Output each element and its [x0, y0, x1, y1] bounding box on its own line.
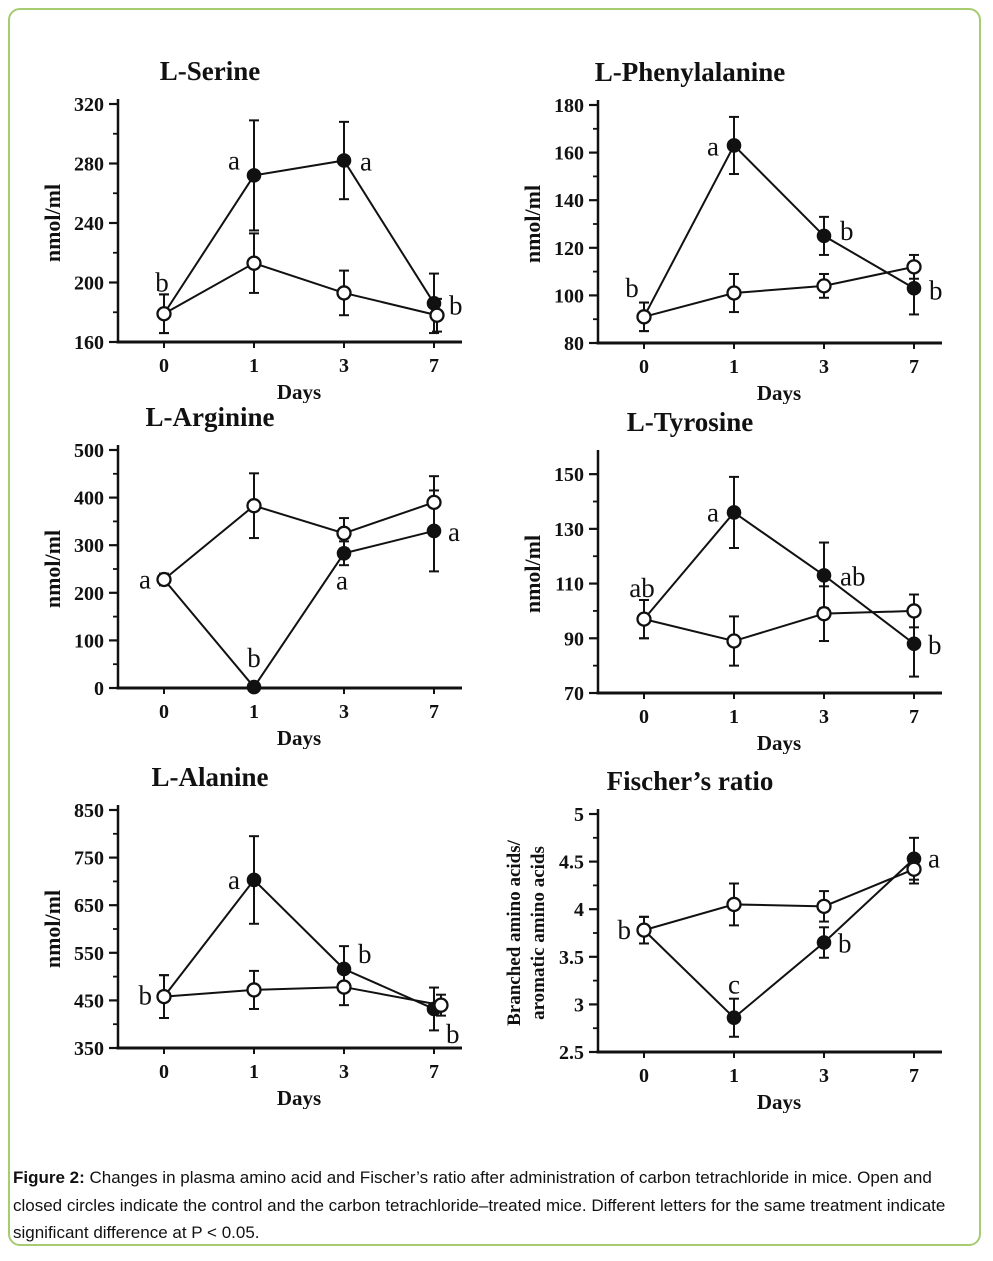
significance-letter: b	[247, 643, 261, 674]
y-tick-label: 320	[74, 94, 104, 116]
y-axis-label: nmol/ml	[40, 529, 65, 609]
significance-letter: b	[928, 629, 942, 660]
x-tick-label: 1	[729, 706, 739, 728]
x-axis-label: Days	[756, 381, 802, 404]
x-tick-label: 3	[339, 1061, 349, 1083]
data-point-open	[158, 990, 171, 1003]
axes	[559, 804, 942, 1087]
chart-svg-l-tyrosine	[490, 399, 960, 754]
chart-l-arginine	[10, 394, 480, 749]
markers-open	[158, 257, 444, 322]
data-point-open	[638, 924, 651, 937]
significance-letter: c	[728, 969, 740, 1000]
data-point-open	[638, 310, 651, 323]
y-tick-label: 0	[94, 678, 104, 700]
significance-letter: b	[625, 272, 639, 303]
markers-closed	[157, 154, 441, 321]
y-tick-label: 550	[74, 942, 104, 965]
y-tick-label: 200	[74, 582, 104, 605]
significance-letter: b	[449, 290, 463, 321]
data-point-open	[818, 279, 831, 292]
series-closed	[639, 838, 919, 1037]
y-tick-label: 240	[74, 213, 104, 235]
y-axis-label: nmol/ml	[520, 534, 545, 614]
chart-title: L-Serine	[159, 56, 261, 86]
significance-letter: ab	[840, 561, 866, 592]
series-line	[644, 859, 914, 1018]
markers-closed	[637, 852, 921, 1025]
data-point-open	[248, 983, 261, 996]
annotations	[139, 865, 460, 1049]
axes	[554, 450, 942, 728]
y-tick-label: 200	[74, 272, 104, 295]
significance-letter: b	[155, 267, 169, 298]
x-tick-label: 0	[639, 356, 649, 378]
x-tick-label: 0	[639, 706, 649, 728]
series-open	[159, 969, 446, 1018]
x-axis-label: Days	[276, 726, 322, 749]
y-tick-label: 5	[574, 804, 584, 826]
data-point-open	[908, 260, 921, 273]
significance-letter: a	[228, 145, 240, 176]
y-tick-label: 3	[574, 994, 584, 1017]
chart-l-phenylalanine	[490, 49, 960, 404]
y-axis-label: nmol/ml	[40, 889, 65, 969]
significance-letter: b	[446, 1018, 460, 1049]
y-tick-label: 120	[554, 237, 584, 260]
data-point-open	[338, 286, 351, 299]
data-point-closed	[727, 139, 741, 153]
series-line	[644, 611, 914, 641]
data-point-open	[338, 527, 351, 540]
axes	[74, 800, 462, 1083]
series-line	[164, 531, 434, 687]
x-tick-label: 3	[339, 701, 349, 723]
data-point-open	[431, 309, 444, 322]
series-open	[639, 586, 919, 665]
data-point-closed	[247, 873, 261, 887]
y-tick-label: 70	[564, 683, 584, 705]
y-axis-label: nmol/ml	[40, 183, 65, 263]
significance-letter: a	[707, 131, 719, 162]
x-tick-label: 0	[159, 1061, 169, 1083]
x-tick-label: 3	[819, 1065, 829, 1087]
figure-caption	[13, 1164, 975, 1247]
y-tick-label: 3.5	[559, 946, 584, 969]
x-tick-label: 1	[729, 1065, 739, 1087]
y-tick-label: 140	[554, 190, 584, 213]
data-point-closed	[817, 569, 831, 583]
x-tick-label: 7	[429, 1061, 439, 1083]
significance-letter: a	[139, 564, 151, 595]
y-tick-label: 650	[74, 895, 104, 918]
y-axis-label: nmol/ml	[520, 184, 545, 264]
data-point-open	[638, 613, 651, 626]
y-tick-label: 180	[554, 95, 584, 117]
data-point-closed	[427, 524, 441, 538]
series-line	[164, 263, 437, 315]
chart-l-serine	[10, 48, 480, 403]
chart-title: L-Tyrosine	[626, 407, 754, 437]
x-tick-label: 0	[639, 1065, 649, 1087]
x-tick-label: 7	[909, 706, 919, 728]
significance-letter: a	[228, 864, 240, 895]
data-point-closed	[337, 546, 351, 560]
markers-closed	[637, 139, 921, 324]
data-point-closed	[907, 637, 921, 651]
y-tick-label: 450	[74, 990, 104, 1013]
markers-open	[638, 260, 921, 323]
y-tick-label: 130	[554, 518, 584, 541]
data-point-open	[908, 863, 921, 876]
significance-letter: a	[336, 565, 348, 596]
x-tick-label: 1	[249, 1061, 259, 1083]
y-tick-label: 160	[554, 142, 584, 165]
series-closed	[639, 477, 919, 677]
chart-svg-l-arginine	[10, 394, 480, 749]
figure-caption-text: Changes in plasma amino acid and Fischer’s ratio after administration of carbon tetrachloride in mice. Open and closed circles indicate the control and the carbon tetrachloride–treated mice. Different letters for the same treatment indicate significant difference at P < 0.05.	[13, 1168, 946, 1243]
x-tick-label: 7	[909, 356, 919, 378]
markers-open	[158, 496, 441, 586]
axes	[554, 95, 942, 378]
x-tick-label: 1	[249, 701, 259, 723]
chart-svg-l-phenylalanine	[490, 49, 960, 404]
significance-letter: ab	[629, 573, 655, 604]
x-axis-label: Days	[276, 1086, 322, 1109]
series-closed	[159, 120, 439, 333]
data-point-open	[428, 496, 441, 509]
significance-letter: b	[617, 915, 631, 946]
data-point-open	[818, 607, 831, 620]
chart-title: L-Alanine	[151, 762, 269, 792]
y-tick-label: 350	[74, 1038, 104, 1060]
x-tick-label: 7	[429, 701, 439, 723]
chart-svg-fischers-ratio	[490, 758, 960, 1113]
axes	[74, 440, 462, 723]
data-point-open	[158, 307, 171, 320]
series-line	[644, 145, 914, 316]
x-tick-label: 3	[819, 356, 829, 378]
y-tick-label: 150	[554, 464, 584, 487]
data-point-open	[158, 573, 171, 586]
x-axis-label: Days	[276, 380, 322, 403]
series-line	[164, 987, 441, 1005]
x-tick-label: 7	[909, 1065, 919, 1087]
significance-letter: a	[707, 497, 719, 528]
y-tick-label: 2.5	[559, 1042, 584, 1064]
y-tick-label: 300	[74, 535, 104, 558]
data-point-closed	[727, 1011, 741, 1025]
series-line	[164, 880, 434, 1009]
chart-title: Fischer’s ratio	[606, 766, 774, 796]
data-point-open	[338, 981, 351, 994]
significance-letter: a	[360, 146, 372, 177]
data-point-open	[435, 999, 448, 1012]
figure-caption-label: Figure 2:	[13, 1168, 85, 1187]
annotations	[155, 145, 462, 320]
series-closed	[639, 117, 919, 331]
y-tick-label: 4.5	[559, 851, 584, 874]
significance-letter: a	[448, 516, 460, 547]
data-point-open	[728, 898, 741, 911]
data-point-closed	[727, 506, 741, 520]
y-tick-label: 400	[74, 487, 104, 510]
y-tick-label: 80	[564, 333, 584, 355]
y-tick-label: 100	[74, 630, 104, 653]
y-tick-label: 90	[564, 628, 584, 651]
annotations	[618, 844, 941, 1000]
x-tick-label: 0	[159, 701, 169, 723]
data-point-open	[248, 499, 261, 512]
data-point-closed	[247, 169, 261, 183]
significance-letter: b	[138, 980, 152, 1011]
y-tick-label: 280	[74, 153, 104, 176]
series-line	[644, 869, 914, 930]
x-tick-label: 3	[819, 706, 829, 728]
series-line	[644, 267, 914, 317]
data-point-closed	[817, 229, 831, 243]
y-tick-label: 110	[555, 573, 584, 596]
y-axis-label-line2: aromatic amino acids	[528, 846, 549, 1020]
data-point-closed	[907, 281, 921, 295]
data-point-open	[908, 604, 921, 617]
x-axis-label: Days	[756, 1090, 802, 1113]
y-tick-label: 500	[74, 440, 104, 462]
data-point-open	[728, 287, 741, 300]
annotations	[625, 131, 942, 305]
series-open	[639, 855, 919, 944]
y-tick-label: 750	[74, 847, 104, 870]
chart-title: L-Phenylalanine	[594, 57, 786, 87]
series-line	[644, 512, 914, 643]
chart-svg-l-serine	[10, 48, 480, 403]
chart-svg-l-alanine	[10, 754, 480, 1109]
significance-letter: b	[929, 275, 943, 306]
x-tick-label: 1	[729, 356, 739, 378]
significance-letter: b	[358, 938, 372, 969]
markers-open	[638, 604, 921, 647]
data-point-closed	[247, 680, 261, 694]
significance-letter: b	[840, 215, 854, 246]
x-tick-label: 0	[159, 355, 169, 377]
chart-l-tyrosine	[490, 399, 960, 754]
chart-fischers-ratio	[490, 758, 960, 1113]
axes	[74, 94, 462, 377]
data-point-closed	[337, 154, 351, 168]
data-point-closed	[817, 936, 831, 950]
significance-letter: b	[838, 928, 852, 959]
data-point-closed	[337, 962, 351, 976]
markers-open	[638, 863, 921, 937]
series-open	[159, 473, 439, 585]
chart-l-alanine	[10, 754, 480, 1109]
annotations	[629, 497, 941, 659]
x-axis-label: Days	[756, 731, 802, 754]
data-point-open	[818, 900, 831, 913]
chart-title: L-Arginine	[145, 402, 275, 432]
y-tick-label: 100	[554, 285, 584, 308]
y-axis-label-line1: Branched amino acids/	[504, 840, 525, 1026]
series-closed	[159, 836, 439, 1030]
y-tick-label: 850	[74, 800, 104, 822]
data-point-open	[248, 257, 261, 270]
data-point-open	[728, 635, 741, 648]
x-tick-label: 7	[429, 355, 439, 377]
x-tick-label: 1	[249, 355, 259, 377]
significance-letter: a	[928, 843, 940, 874]
y-tick-label: 4	[574, 899, 584, 922]
y-tick-label: 160	[74, 332, 104, 354]
annotations	[139, 517, 460, 673]
x-tick-label: 3	[339, 355, 349, 377]
